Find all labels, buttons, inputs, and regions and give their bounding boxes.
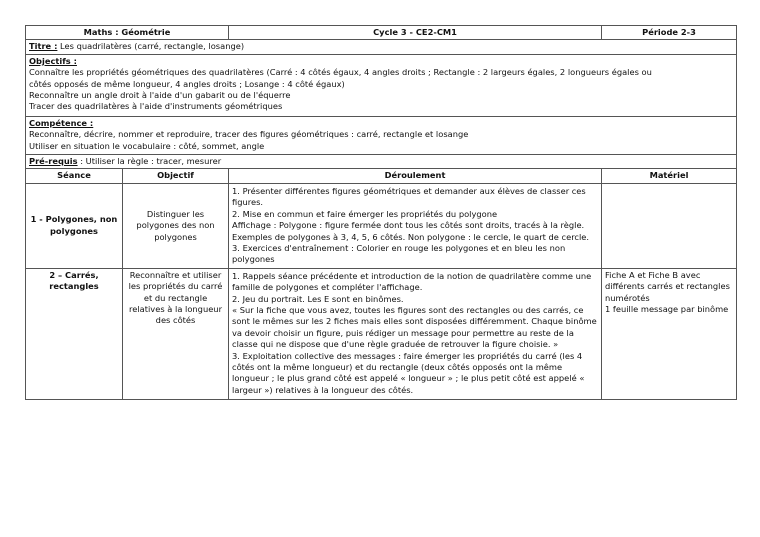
deroulement-step: 1. Rappels séance précédente et introduction de la notion de quadrilatère comme une famille de polygones et compléter l'affichage. [232, 270, 592, 293]
objectives-cell [26, 54, 737, 116]
deroulement-step: Affichage : Polygone : figure fermée dont tous les côtés sont droits, tracés à la règle. Exemples de polygones à 3, 4, 5, 6 côtés. Non polygone : le cercle, le quart de cercle. [232, 220, 590, 242]
prerequisites-cell [26, 155, 737, 169]
objectif-cell: Reconnaître et utiliser les propriétés du carré et du rectangle relatives à la longueur des côtés [123, 268, 229, 399]
materiel-item: Fiche A et Fiche B avec différents carrés et rectangles numérotés [605, 269, 730, 303]
column-header-materiel: Matériel [602, 169, 737, 183]
competence-row [26, 116, 737, 154]
deroulement-cell [229, 268, 602, 399]
lesson-plan-sheet [25, 25, 736, 400]
deroulement-step: 3. Exploitation collective des messages : faire émerger les propriétés du carré (les 4 côtés ont la même longueur) et du rectangle (deux côtés opposés ont la même longueur ; le plus grand côté est appelé « longueur » ; le plus petit côté est appelé « largeur ») relatives à la longueur des côtés. [232, 350, 585, 395]
deroulement-step: 2. Jeu du portrait. Les E sont en binômes. [232, 293, 404, 304]
competence-line: Utiliser en situation le vocabulaire : côté, sommet, angle [29, 140, 265, 151]
seance-cell: 2 – Carrés, rectangles [26, 268, 123, 399]
title-text: Les quadrilatères (carré, rectangle, losange) [57, 41, 245, 52]
prerequisites-row [26, 155, 737, 169]
materiel-item: 1 feuille message par binôme [605, 303, 729, 314]
objective-line: Tracer des quadrilatères à l'aide d'instruments géométriques [29, 101, 283, 112]
objectif-cell: Distinguer les polygones des non polygones [123, 183, 229, 268]
competence-line: Reconnaître, décrire, nommer et reproduire, tracer des figures géométriques : carré, rectangle et losange [29, 129, 469, 140]
objectives-row [26, 54, 737, 116]
competence-cell [26, 116, 737, 154]
materiel-cell [602, 183, 737, 268]
objective-line: côtés opposés de même longueur, 4 angles droits ; Losange : 4 côté égaux) [29, 78, 345, 89]
table-row [26, 183, 737, 268]
title-cell [26, 40, 737, 54]
deroulement-step: « Sur la fiche que vous avez, toutes les figures sont des rectangles ou des carrés, ce sont le mêmes sur les 2 fiches mais elles sont disposées différemment. Chaque binôme va devoir choisir un figure, puis rédiger un message pour permettre au reste de la classe qui ne dispose que d'une règle graduée de retrouver la figure choisie. » [232, 304, 597, 350]
subject-cell: Maths : Géométrie [26, 26, 229, 40]
period-cell: Période 2-3 [602, 26, 737, 40]
column-header-row [26, 169, 737, 183]
column-header-objectif: Objectif [123, 169, 229, 183]
materiel-cell [602, 268, 737, 399]
seance-cell: 1 - Polygones, non polygones [26, 183, 123, 268]
deroulement-step: 3. Exercices d'entraînement : Colorier en rouge les polygones et en bleu les non polygones [232, 242, 566, 265]
title-label: Titre : [29, 41, 58, 52]
header-row [26, 26, 737, 40]
deroulement-cell [229, 183, 602, 268]
title-row [26, 40, 737, 54]
competence-label: Compétence : [29, 117, 94, 128]
prerequisites-text: : Utiliser la règle : tracer, mesurer [77, 156, 222, 167]
column-header-seance: Séance [26, 169, 123, 183]
objective-line: Connaître les propriétés géométriques des quadrilatères (Carré : 4 côtés égaux, 4 angles droits ; Rectangle : 2 largeurs égales, 2 longueurs égales ou [29, 67, 652, 78]
lesson-plan-table [25, 25, 737, 400]
objective-line: Reconnaître un angle droit à l'aide d'un gabarit ou de l'équerre [29, 90, 291, 101]
prerequisites-label: Pré-requis [29, 156, 78, 167]
column-header-deroulement: Déroulement [229, 169, 602, 183]
deroulement-step: 2. Mise en commun et faire émerger les propriétés du polygone [232, 208, 498, 219]
table-row [26, 268, 737, 399]
cycle-cell: Cycle 3 - CE2-CM1 [229, 26, 602, 40]
objectives-label: Objectifs : [29, 55, 77, 66]
deroulement-step: 1. Présenter différentes figures géométriques et demander aux élèves de classer ces figures. [232, 185, 586, 208]
